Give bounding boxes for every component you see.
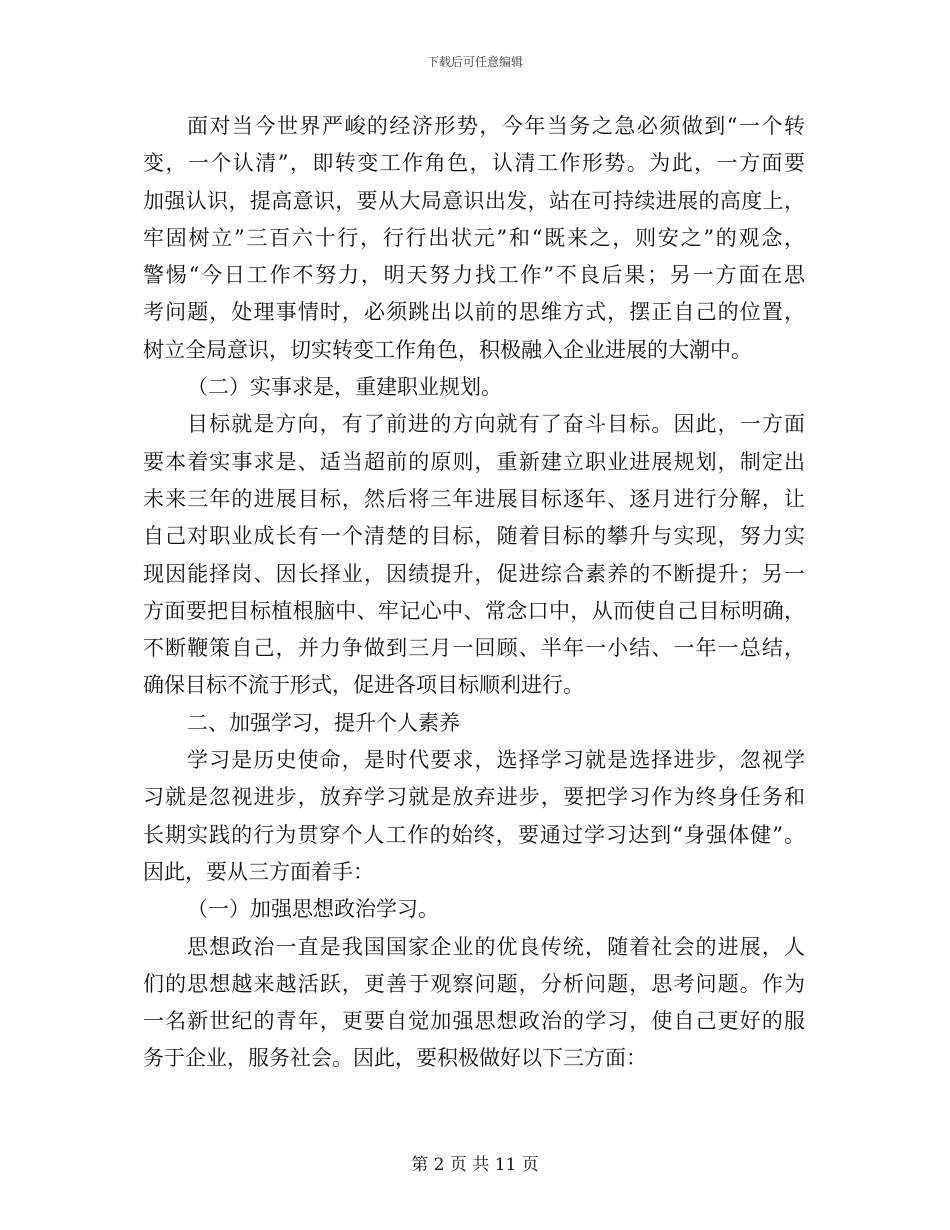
text-line: 面对当今世界严峻的经济形势，今年当务之急必须做到“一个转 [187,114,805,138]
text-line: 加强认识，提高意识，要从大局意识出发，站在可持续进展的高度上， [143,188,805,213]
text-line: 一名新世纪的青年，更要自觉加强思想政治的学习，使自己更好的服 [143,1009,805,1034]
paragraph [143,929,805,1078]
text-line: 要本着实事求是、适当超前的原则，重新建立职业进展规划，制定出 [143,449,805,474]
text-line: 自己对职业成长有一个清楚的目标，随着目标的攀升与实现，努力实 [143,524,805,549]
paragraph [143,406,805,704]
text-line: 考问题，处理事情时，必须跳出以前的思维方式，摆正自己的位置， [143,300,805,325]
text-line: 们的思想越来越活跃，更善于观察问题，分析问题，思考问题。作为 [143,971,805,996]
text-line: 现因能择岗、因长择业，因绩提升，促进综合素养的不断提升；另一 [143,561,805,586]
paragraph [143,891,805,928]
text-line: 思想政治一直是我国国家企业的优良传统，随着社会的进展，人 [187,934,805,959]
page-footer-indicator: 第 2 页 共 11 页 [411,1155,539,1175]
paragraph [143,705,805,742]
text-line: 目标就是方向，有了前进的方向就有了奋斗目标。因此，一方面 [187,412,805,437]
text-line: （一）加强思想政治学习。 [187,897,439,922]
text-line: 长期实践的行为贯穿个人工作的始终，要通过学习达到“身强体健”。 [143,822,805,847]
text-line: 牢固树立”三百六十行，行行出状元”和“既来之，则安之”的观念， [143,225,805,250]
text-line: 确保目标不流于形式，促进各项目标顺利进行。 [143,673,584,698]
text-line: 树立全局意识，切实转变工作角色，积极融入企业进展的大潮中。 [143,337,752,362]
text-line: 方面要把目标植根脑中、牢记心中、常念口中，从而使自己目标明确， [143,598,805,623]
text-line: 学习是历史使命，是时代要求，选择学习就是选择进步，忽视学 [187,748,805,773]
paragraph [143,369,805,406]
text-line: 习就是忽视进步，放弃学习就是放弃进步，要把学习作为终身任务和 [143,785,805,810]
text-line: 不断鞭策自己，并力争做到三月一回顾、半年一小结、一年一总结， [143,636,805,661]
text-line: 因此，要从三方面着手： [143,859,374,884]
paragraph [143,108,805,369]
text-line: 警惕“今日工作不努力，明天努力找工作”不良后果；另一方面在思 [143,263,805,288]
paragraph [143,742,805,891]
page-header-note: 下载后可任意编辑 [426,55,523,69]
document-body [143,108,805,1078]
text-line: 未来三年的进展目标，然后将三年进展目标逐年、逐月进行分解，让 [143,486,805,511]
text-line: 二、加强学习，提升个人素养 [187,710,460,735]
text-line: 变，一个认清”，即转变工作角色，认清工作形势。为此，一方面要 [143,151,805,176]
text-line: （二）实事求是，重建职业规划。 [187,375,502,400]
text-line: 务于企业，服务社会。因此，要积极做好以下三方面： [143,1046,647,1071]
